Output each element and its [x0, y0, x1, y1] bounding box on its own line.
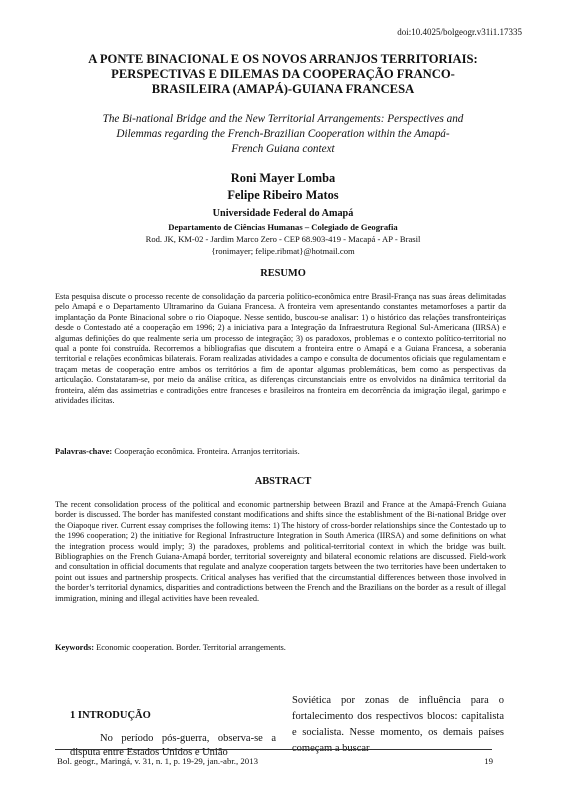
keywords-label: Palavras-chave: [55, 447, 113, 456]
body-paragraph: No período pós-guerra, observa-se a disputa entre Estados Unidos e União [70, 733, 276, 758]
paper-title [40, 52, 526, 97]
university-name: Universidade Federal do Amapá [212, 208, 354, 219]
subtitle-line: The Bi-national Bridge and the New Territorial Arrangements: Perspectives and [102, 113, 464, 125]
title-line: PERSPECTIVAS E DILEMAS DA COOPERAÇÃO FRANCO- [111, 67, 455, 81]
author-list [40, 170, 526, 204]
affiliation-block [40, 207, 526, 257]
subtitle-line: French Guiana context [231, 143, 335, 155]
resumo-keywords [55, 447, 506, 456]
doi-label[interactable]: doi:10.4025/bolgeogr.v31i1.17335 [397, 27, 522, 37]
keywords-value: Cooperação econômica. Fronteira. Arranjos territoriais. [114, 447, 300, 456]
paper-subtitle [40, 112, 526, 157]
abstract-heading: ABSTRACT [254, 476, 312, 487]
author-name: Felipe Ribeiro Matos [227, 188, 339, 202]
address-line: Rod. JK, KM-02 - Jardim Marco Zero - CEP 68.903-419 - Macapá - AP - Brasil [145, 234, 421, 244]
title-line: A PONTE BINACIONAL E OS NOVOS ARRANJOS TERRITORIAIS: [88, 52, 478, 66]
abstract-keywords [55, 643, 506, 652]
department-name: Departamento de Ciências Humanas – Colegiado de Geografia [168, 222, 398, 232]
resumo-text: Esta pesquisa discute o processo recente de consolidação da parceria político-econômica entre Brasil-França nas suas áreas delimitadas pelo Amapá e o Departamento Ultramarino da Guiana Francesa. A fronteira vem apresentando constantes metamorfoses a partir da implantação da Ponte Binacional sobre o rio Oiapoque. Nesse sentido, buscou-se analisar: 1) o histórico das relações transfronteiriças desde o Contestado até a cooperação em 1996; 2) a iniciativa para a Integração da Infraestrutura Regional Sul-Americana (IIRSA) e algumas definições do que realmente seria um processo de integração; 3) os paradoxos, problemas e o contexto político-territorial no qual a ponte foi construída. Recorremos a bibliografias que discutem a fronteira entre o Amapá e a Guiana Francesa, a soberania territorial e relações econômicas bilaterais. Foram realizadas atividades a campo e consulta de documentos oficiais que regulamentam e traçam metas de cooperação entre ambos os territórios a fim de apontar algumas problemáticas, bem como as perspectivas da articulação. Constataram-se, por meio da análise crítica, as diferenças circunstanciais entre os envolvidos na dinâmica territorial da fronteira, além das assimetrias e contradições entre franceses e brasileiros na fronteira em decorrência da imigração ilegal, garimpo e atividades ilícitas. [55, 292, 506, 406]
email-line[interactable]: {ronimayer; felipe.ribmat}@hotmail.com [211, 246, 355, 256]
body-column-left [70, 709, 276, 760]
footer-divider [55, 749, 492, 750]
subtitle-line: Dilemmas regarding the French-Brazilian Cooperation within the Amapá- [116, 128, 450, 140]
title-line: BRASILEIRA (AMAPÁ)-GUIANA FRANCESA [151, 82, 415, 96]
resumo-heading: RESUMO [260, 268, 306, 279]
author-name: Roni Mayer Lomba [230, 171, 336, 185]
body-column-right: Soviética por zonas de influência para o fortalecimento dos respectivos blocos: capitalista e socialista. Nesse momento, os demais países começam a buscar [292, 695, 504, 754]
journal-citation: Bol. geogr., Maringá, v. 31, n. 1, p. 19-29, jan.-abr., 2013 [57, 756, 258, 766]
page-footer [57, 756, 493, 766]
keywords-value: Economic cooperation. Border. Territorial arrangements. [96, 643, 286, 652]
keywords-label: Keywords: [55, 643, 95, 652]
section-title: 1 INTRODUÇÃO [70, 710, 151, 721]
page-number: 19 [484, 756, 493, 766]
abstract-text: The recent consolidation process of the political and economic partnership between Brazil and France at the Amapá-French Guiana border is discussed. The border has manifested constant modifications and shifts since the establishment of the Bi-national Bridge over the Oiapoque river. Current essay comprises the following items: 1) The history of cross-border relationships since the Contestado up to the 1996 cooperation; 2) the initiative for Regional Infrastructure Integration in South America (IIRSA) and some definitions on what the integration process would imply; 3) the paradoxes, problems and political-territorial context in which the bridge was built. Bibliographies on the French Guiana-Amapá border, territorial sovereignty and bilateral economic relations are discussed. Field-work and consultation in official documents that regulate and analyze cooperation targets between the two territories have been undertaken to point out issues and partnership prospects. Critical analyses has verified that the circumstantial differences between those involved in the border’s territorial dynamics, disparities and contradictions between the French and the Brazilians on the border as a result of illegal immigration, mining and illegal activities have been revealed. [55, 500, 506, 603]
